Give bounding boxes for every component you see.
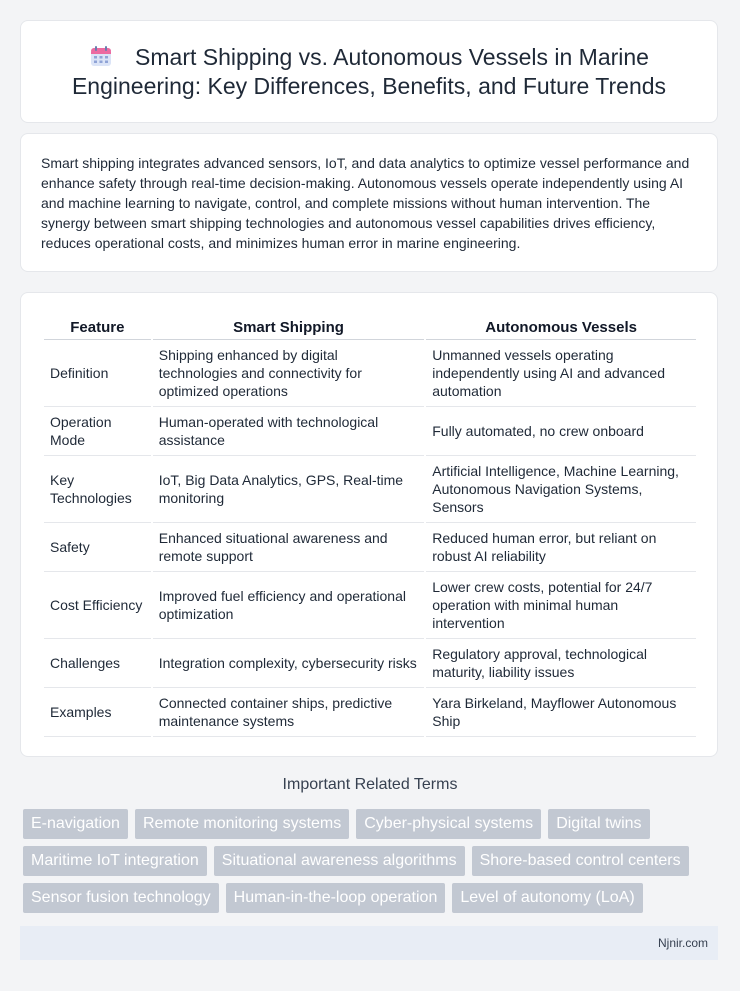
comparison-card	[20, 292, 718, 757]
table-cell-feature: Safety	[44, 523, 151, 572]
table-cell-smart: Connected container ships, predictive maintenance systems	[153, 688, 425, 737]
table-cell-feature: Examples	[44, 688, 151, 737]
table-cell-feature: Operation Mode	[44, 407, 151, 456]
table-cell-feature: Definition	[44, 340, 151, 407]
header-feature: Feature	[44, 313, 151, 340]
table-cell-smart: Improved fuel efficiency and operational optimization	[153, 572, 425, 639]
table-row	[44, 456, 696, 523]
table-row	[44, 639, 696, 688]
table-cell-feature: Key Technologies	[44, 456, 151, 523]
tag-row	[23, 846, 723, 876]
tag[interactable]: Human-in-the-loop operation	[226, 883, 446, 913]
table-row	[44, 523, 696, 572]
tag[interactable]: Situational awareness algorithms	[214, 846, 465, 876]
table-row	[44, 688, 696, 737]
page-title	[61, 43, 677, 101]
table-cell-auto: Unmanned vessels operating independently using AI and advanced automation	[426, 340, 696, 407]
comparison-table	[42, 313, 698, 737]
tag[interactable]: Maritime IoT integration	[23, 846, 207, 876]
tag-row	[23, 809, 723, 839]
tag[interactable]: Sensor fusion technology	[23, 883, 219, 913]
tag-row	[23, 883, 723, 913]
related-terms-title: Important Related Terms	[282, 776, 458, 793]
table-cell-smart: Shipping enhanced by digital technologies and connectivity for optimized operations	[153, 340, 425, 407]
footer-site-name[interactable]: Njnir.com	[657, 936, 708, 950]
table-row	[44, 407, 696, 456]
table-cell-smart: IoT, Big Data Analytics, GPS, Real-time monitoring	[153, 456, 425, 523]
table-cell-smart: Enhanced situational awareness and remote support	[153, 523, 425, 572]
table-row	[44, 340, 696, 407]
table-cell-feature: Challenges	[44, 639, 151, 688]
tag[interactable]: Cyber-physical systems	[356, 809, 541, 839]
table-cell-auto: Regulatory approval, technological maturity, liability issues	[426, 639, 696, 688]
page-title-text: Smart Shipping vs. Autonomous Vessels in Marine Engineering: Key Differences, Benefits, and Future Trends	[71, 43, 667, 99]
title-card	[20, 20, 718, 123]
header-smart-shipping: Smart Shipping	[153, 313, 425, 340]
calendar-icon	[89, 44, 113, 68]
intro-card	[20, 133, 718, 272]
table-cell-auto: Fully automated, no crew onboard	[426, 407, 696, 456]
table-cell-auto: Lower crew costs, potential for 24/7 operation with minimal human intervention	[426, 572, 696, 639]
header-autonomous-vessels: Autonomous Vessels	[426, 313, 696, 340]
intro-paragraph: Smart shipping integrates advanced sensors, IoT, and data analytics to optimize vessel performance and enhance safety through real-time decision-making. Autonomous vessels operate independently using AI and machine learning to navigate, control, and complete missions without human intervention. The synergy between smart shipping technologies and autonomous vessel capabilities drives efficiency, reduces operational costs, and minimizes human error in marine engineering.	[41, 155, 690, 251]
table-cell-auto: Yara Birkeland, Mayflower Autonomous Ship	[426, 688, 696, 737]
related-terms-list	[23, 809, 723, 920]
table-cell-smart: Integration complexity, cybersecurity risks	[153, 639, 425, 688]
table-row	[44, 572, 696, 639]
table-header-row	[44, 313, 696, 340]
footer	[20, 926, 718, 960]
table-cell-feature: Cost Efficiency	[44, 572, 151, 639]
table-cell-auto: Artificial Intelligence, Machine Learning, Autonomous Navigation Systems, Sensors	[426, 456, 696, 523]
tag[interactable]: Digital twins	[548, 809, 649, 839]
table-cell-auto: Reduced human error, but reliant on robust AI reliability	[426, 523, 696, 572]
tag[interactable]: E-navigation	[23, 809, 128, 839]
table-cell-smart: Human-operated with technological assistance	[153, 407, 425, 456]
tag[interactable]: Shore-based control centers	[472, 846, 689, 876]
tag[interactable]: Level of autonomy (LoA)	[452, 883, 642, 913]
tag[interactable]: Remote monitoring systems	[135, 809, 349, 839]
